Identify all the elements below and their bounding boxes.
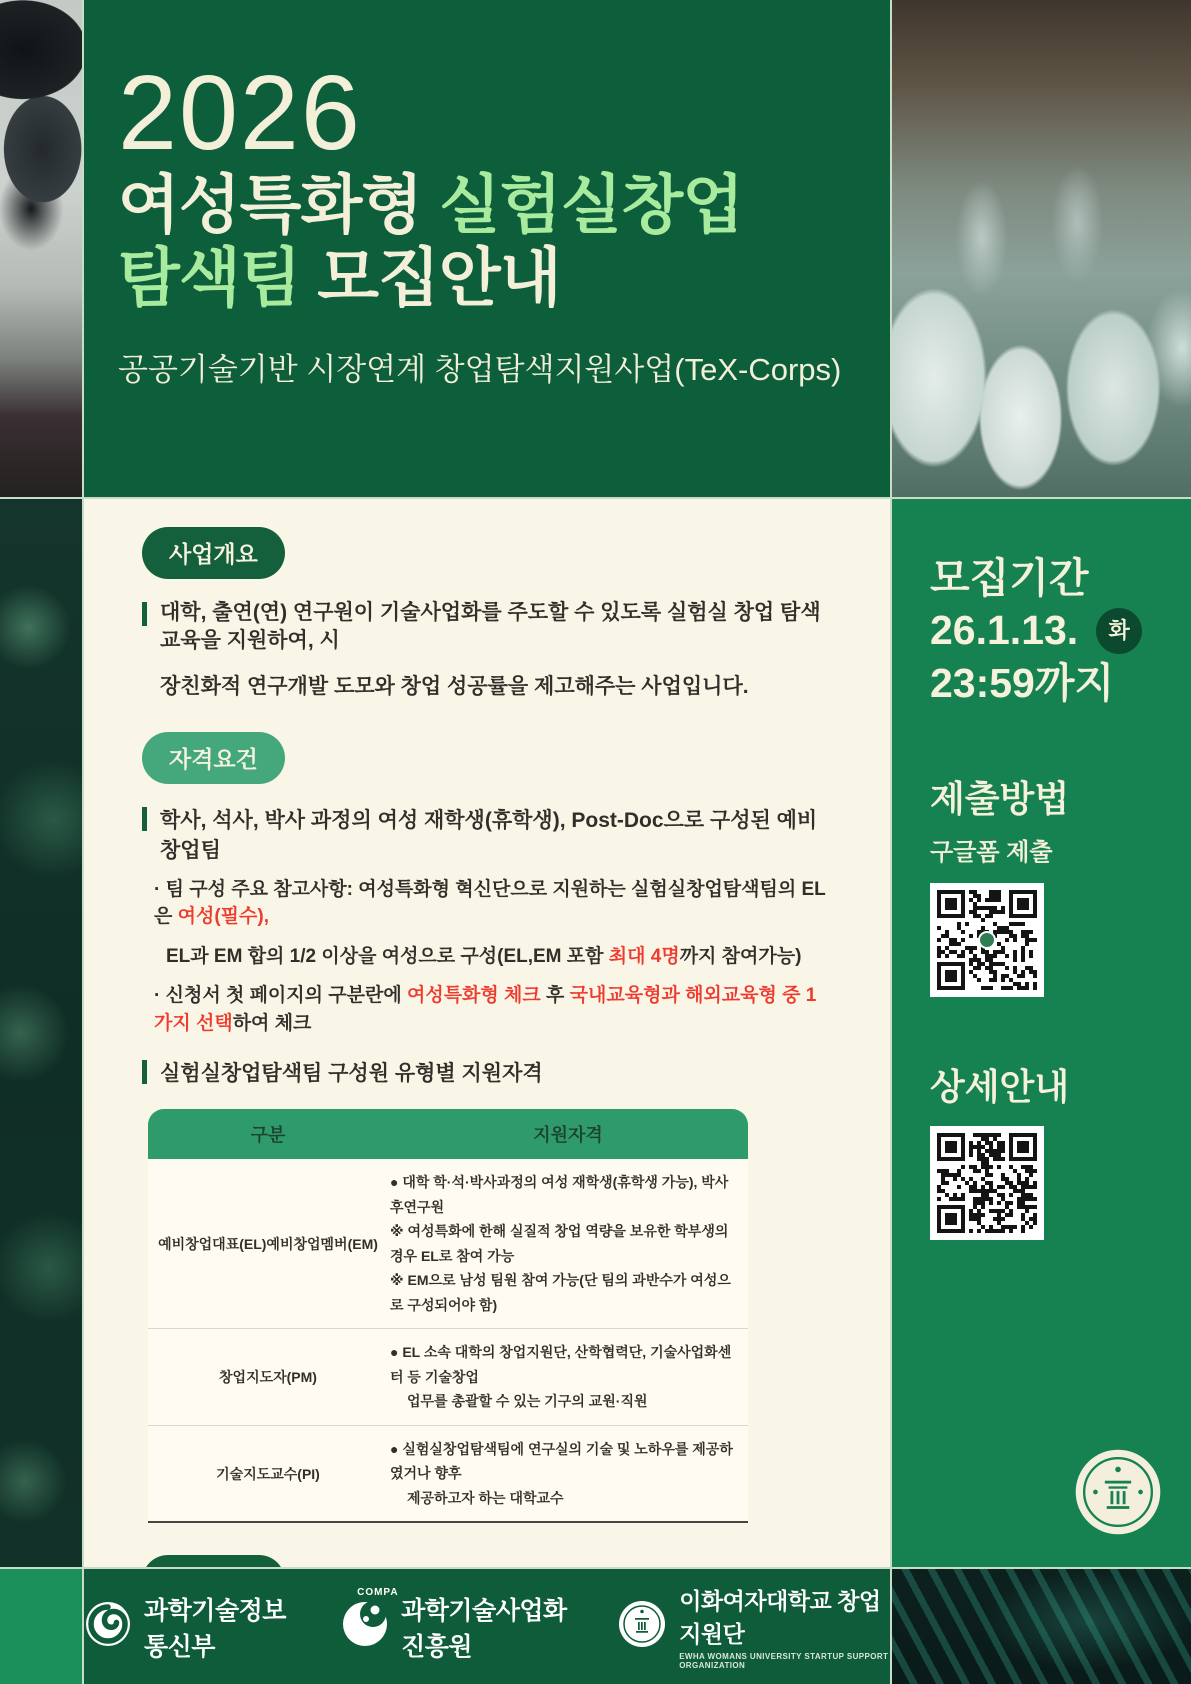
overview-text-line1: 대학, 출연(연) 연구원이 기술사업화를 주도할 수 있도록 실험실 창업 탐색교육을 지원하여, 시 xyxy=(142,599,834,656)
taegeuk-swirl-icon xyxy=(84,1600,132,1653)
title-part-cream: 여성특화형 xyxy=(118,169,439,242)
red-highlight: 최대 4명 xyxy=(608,945,680,967)
qualification-subheading: 실험실창업탐색팀 구성원 유형별 지원자격 xyxy=(142,1057,834,1087)
logo-compa xyxy=(341,1587,579,1663)
header-panel xyxy=(84,0,890,497)
table-cell-criteria: ● 실험실창업탐색팀에 연구실의 기술 및 노하우를 제공하였거나 향후 제공하고자 하는 대학교수 xyxy=(390,1440,733,1506)
main-content xyxy=(84,499,890,1567)
dna-photo xyxy=(892,1569,1191,1684)
qualification-headline: 학사, 석사, 박사 과정의 여성 재학생(휴학생), Post-Doc으로 구성된 예비창업팀 xyxy=(142,804,834,864)
qualification-note1-cont: EL과 EM 합의 1/2 이상을 여성으로 구성(EL,EM 포함 최대 4명까지 참여가능) xyxy=(166,945,802,967)
qualification-table xyxy=(148,1109,748,1523)
logo-msit xyxy=(84,1591,303,1663)
table-row xyxy=(148,1328,748,1425)
compa-tag-label: COMPA xyxy=(357,1587,399,1598)
qualification-note1: · 팀 구성 주요 참고사항: 여성특화형 혁신단으로 지원하는 실험실창업탐색팀의 EL은 여성(필수), xyxy=(154,878,826,928)
table-cell-criteria: ● EL 소속 대학의 창업지원단, 산학협력단, 기술사업화센터 등 기술창업 업무를 총괄할 수 있는 기구의 교원·직원 xyxy=(390,1344,732,1410)
section-badge-qualification: 자격요건 xyxy=(142,732,285,784)
poster-year: 2026 xyxy=(118,54,362,172)
microscope-photo xyxy=(0,0,82,497)
table-row xyxy=(148,1159,748,1328)
red-highlight: 여성(필수), xyxy=(177,906,269,928)
section-badge-benefits xyxy=(142,1555,285,1567)
recruitment-date-row xyxy=(930,604,1191,657)
title-part-green: 실험실창업 xyxy=(438,169,744,242)
accent-bar xyxy=(142,1060,147,1084)
overview-text-line2: 장친화적 연구개발 도모와 창업 성공률을 제고해주는 사업입니다. xyxy=(160,674,749,698)
table-row xyxy=(148,1425,748,1522)
red-highlight: 국내교육형과 해외교육형 중 1가지 선택 xyxy=(154,985,817,1034)
recruitment-period-title: 모집기간 xyxy=(930,555,1089,601)
table-cell-criteria: ● 대학 학·석·박사과정의 여성 재학생(휴학생 가능), 박사후연구원 ※ 여성특화에 한해 실질적 창업 역량을 보유한 학부생의 경우 EL로 참여 가능 ※ EM으로 남성 팀원 참여 가능(단 팀의 과반수가 여성으로 구성되어야 함) xyxy=(390,1174,731,1313)
red-highlight: 여성특화형 체크 xyxy=(406,985,541,1007)
crescent-circle-icon xyxy=(341,1587,399,1653)
poster-subtitle: 공공기술기반 시장연계 창업탐색지원사업(TeX-Corps) xyxy=(118,351,842,387)
footer-panel xyxy=(84,1569,890,1684)
neural-network-photo xyxy=(0,499,82,1567)
table-header-criteria: 지원자격 xyxy=(533,1125,603,1146)
title-part-green: 탐색팀 xyxy=(118,241,318,314)
title-part-cream: 모집안내 xyxy=(317,241,561,314)
logo-compa-label: 과학기술사업화진흥원 xyxy=(401,1596,567,1661)
logo-ewha-label: 이화여자대학교 창업지원단 xyxy=(679,1588,881,1647)
detail-guide-title: 상세안내 xyxy=(930,1065,1070,1107)
table-cell-type: 창업지도자(PM) xyxy=(219,1369,317,1386)
recruitment-deadline-time: 23:59까지 xyxy=(930,659,1115,706)
ewha-seal-icon xyxy=(617,1599,667,1654)
table-cell-type: 예비창업대표(EL)예비창업멤버(EM) xyxy=(158,1235,378,1252)
accent-bar xyxy=(142,807,147,831)
qr-center-logo-icon xyxy=(978,931,996,949)
ewha-seal-icon xyxy=(1071,1445,1165,1539)
section-badge-overview: 사업개요 xyxy=(142,527,285,579)
poster-title-line1 xyxy=(118,169,890,241)
recruitment-date: 26.1.13. xyxy=(930,607,1079,654)
detail-guide-qr-code xyxy=(930,1126,1044,1240)
table-header-row xyxy=(148,1109,748,1159)
sidebar-panel xyxy=(892,499,1191,1567)
table-cell-type: 기술지도교수(PI) xyxy=(216,1465,320,1482)
google-form-qr-code xyxy=(930,883,1044,997)
poster-title-line2 xyxy=(118,242,890,314)
qualification-note2: · 신청서 첫 페이지의 구분란에 여성특화형 체크 후 국내교육형과 해외교육형 중 1가지 선택하여 체크 xyxy=(154,985,817,1034)
bottom-left-corner xyxy=(0,1569,82,1684)
submission-method-title: 제출방법 xyxy=(930,777,1070,819)
logo-ewha-sublabel: EWHA WOMANS UNIVERSITY STARTUP SUPPORT ORGANIZATION xyxy=(679,1652,889,1670)
logo-msit-label: 과학기술정보통신부 xyxy=(144,1596,286,1661)
lab-flasks-photo xyxy=(892,0,1191,497)
table-header-type: 구분 xyxy=(250,1125,286,1146)
day-of-week-badge: 화 xyxy=(1096,608,1142,654)
logo-ewha xyxy=(617,1583,890,1670)
accent-bar xyxy=(142,602,147,626)
submission-method-value: 구글폼 제출 xyxy=(930,838,1053,866)
